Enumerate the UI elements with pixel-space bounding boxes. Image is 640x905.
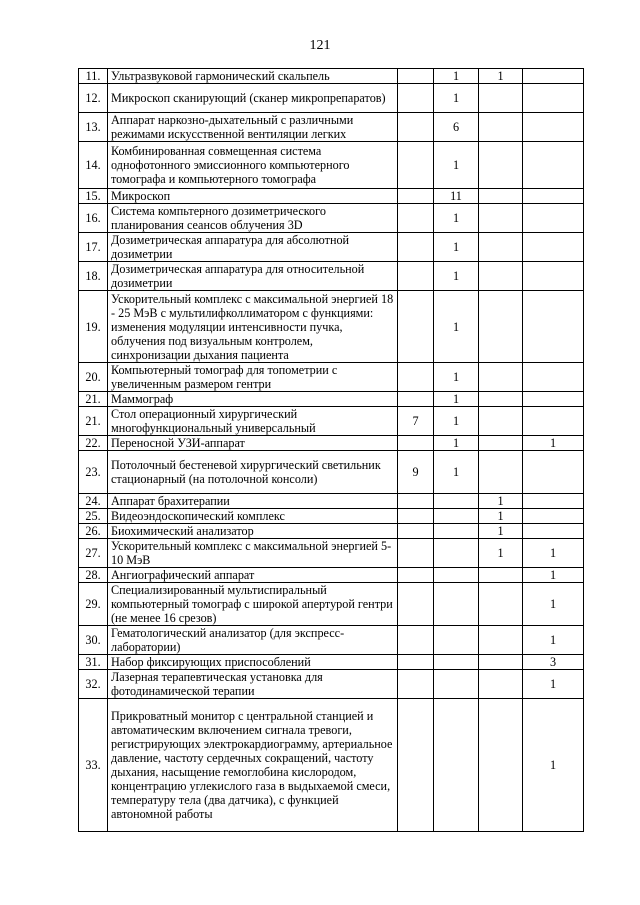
quantity-col-2	[434, 494, 479, 509]
quantity-col-1	[398, 655, 434, 670]
equipment-name: Дозиметрическая аппаратура для абсолютной дозиметрии	[108, 233, 398, 262]
quantity-col-2	[434, 699, 479, 832]
equipment-name: Аппарат наркозно-дыхательный с различными режимами искусственной вентиляции легких	[108, 113, 398, 142]
quantity-col-2: 1	[434, 363, 479, 392]
equipment-name: Биохимический анализатор	[108, 524, 398, 539]
quantity-col-1	[398, 583, 434, 626]
table-row	[79, 142, 584, 189]
table-row	[79, 568, 584, 583]
equipment-name: Видеоэндоскопический комплекс	[108, 509, 398, 524]
quantity-col-2: 1	[434, 451, 479, 494]
quantity-col-1	[398, 494, 434, 509]
quantity-col-3	[479, 84, 523, 113]
quantity-col-2: 1	[434, 142, 479, 189]
quantity-col-4	[523, 363, 584, 392]
quantity-col-4: 1	[523, 699, 584, 832]
table-row	[79, 113, 584, 142]
quantity-col-4	[523, 291, 584, 363]
quantity-col-2: 1	[434, 392, 479, 407]
quantity-col-4	[523, 494, 584, 509]
row-number: 21.	[79, 407, 108, 436]
equipment-name: Маммограф	[108, 392, 398, 407]
table-row	[79, 451, 584, 494]
row-number: 14.	[79, 142, 108, 189]
row-number: 21.	[79, 392, 108, 407]
quantity-col-1	[398, 670, 434, 699]
quantity-col-1: 9	[398, 451, 434, 494]
equipment-name: Потолочный бестеневой хирургический светильник стационарный (на потолочной консоли)	[108, 451, 398, 494]
quantity-col-3	[479, 113, 523, 142]
equipment-name: Ускорительный комплекс с максимальной энергией 18 - 25 МэВ с мультилифколлиматором с функциями: изменения модуляции интенсивности пучка, облучения под визуальным контролем, синхронизации дыхания пациента	[108, 291, 398, 363]
quantity-col-4	[523, 113, 584, 142]
row-number: 17.	[79, 233, 108, 262]
row-number: 22.	[79, 436, 108, 451]
row-number: 11.	[79, 69, 108, 84]
row-number: 29.	[79, 583, 108, 626]
table-row	[79, 363, 584, 392]
quantity-col-3	[479, 189, 523, 204]
equipment-name: Комбинированная совмещенная система однофотонного эмиссионного компьютерного томографа и компьютерного томографа	[108, 142, 398, 189]
table-row	[79, 699, 584, 832]
quantity-col-1	[398, 392, 434, 407]
row-number: 30.	[79, 626, 108, 655]
page-number: 121	[309, 38, 331, 53]
quantity-col-4	[523, 84, 584, 113]
quantity-col-2: 1	[434, 291, 479, 363]
quantity-col-1	[398, 524, 434, 539]
quantity-col-2: 1	[434, 407, 479, 436]
quantity-col-2: 1	[434, 436, 479, 451]
quantity-col-3	[479, 204, 523, 233]
quantity-col-2	[434, 670, 479, 699]
quantity-col-1	[398, 189, 434, 204]
quantity-col-4	[523, 262, 584, 291]
quantity-col-1	[398, 204, 434, 233]
quantity-col-1	[398, 113, 434, 142]
quantity-col-1	[398, 69, 434, 84]
quantity-col-1	[398, 363, 434, 392]
quantity-col-4	[523, 204, 584, 233]
quantity-col-3	[479, 670, 523, 699]
row-number: 28.	[79, 568, 108, 583]
quantity-col-3: 1	[479, 509, 523, 524]
quantity-col-4: 1	[523, 626, 584, 655]
table-row	[79, 204, 584, 233]
row-number: 20.	[79, 363, 108, 392]
quantity-col-2	[434, 568, 479, 583]
quantity-col-3: 1	[479, 69, 523, 84]
quantity-col-3	[479, 451, 523, 494]
equipment-name: Микроскоп сканирующий (сканер микропрепаратов)	[108, 84, 398, 113]
table-row	[79, 189, 584, 204]
quantity-col-3	[479, 407, 523, 436]
table-row	[79, 233, 584, 262]
quantity-col-3	[479, 233, 523, 262]
table-row	[79, 407, 584, 436]
row-number: 19.	[79, 291, 108, 363]
table-row	[79, 583, 584, 626]
quantity-col-3	[479, 436, 523, 451]
quantity-col-2: 6	[434, 113, 479, 142]
quantity-col-4	[523, 524, 584, 539]
quantity-col-2: 1	[434, 233, 479, 262]
equipment-name: Микроскоп	[108, 189, 398, 204]
quantity-col-4	[523, 451, 584, 494]
equipment-name: Гематологический анализатор (для экспресс-лаборатории)	[108, 626, 398, 655]
row-number: 18.	[79, 262, 108, 291]
quantity-col-1	[398, 626, 434, 655]
quantity-col-1	[398, 436, 434, 451]
table-row	[79, 291, 584, 363]
quantity-col-3	[479, 655, 523, 670]
row-number: 15.	[79, 189, 108, 204]
quantity-col-2	[434, 509, 479, 524]
table-row	[79, 436, 584, 451]
row-number: 26.	[79, 524, 108, 539]
table-row	[79, 524, 584, 539]
quantity-col-3	[479, 699, 523, 832]
quantity-col-3	[479, 291, 523, 363]
quantity-col-4: 1	[523, 568, 584, 583]
quantity-col-3	[479, 583, 523, 626]
table-row	[79, 392, 584, 407]
equipment-name: Ультразвуковой гармонический скальпель	[108, 69, 398, 84]
equipment-name: Переносной УЗИ-аппарат	[108, 436, 398, 451]
quantity-col-1	[398, 568, 434, 583]
table-row	[79, 626, 584, 655]
quantity-col-3	[479, 626, 523, 655]
table-row	[79, 539, 584, 568]
quantity-col-2	[434, 524, 479, 539]
table-row	[79, 262, 584, 291]
quantity-col-1	[398, 539, 434, 568]
row-number: 13.	[79, 113, 108, 142]
quantity-col-3: 1	[479, 494, 523, 509]
table-row	[79, 84, 584, 113]
row-number: 12.	[79, 84, 108, 113]
quantity-col-4: 1	[523, 436, 584, 451]
quantity-col-3: 1	[479, 524, 523, 539]
quantity-col-2: 1	[434, 204, 479, 233]
quantity-col-4	[523, 392, 584, 407]
row-number: 32.	[79, 670, 108, 699]
quantity-col-4: 3	[523, 655, 584, 670]
equipment-name: Прикроватный монитор с центральной станцией и автоматическим включением сигнала тревоги, регистрирующих электрокардиограмму, артериальное давление, частоту сердечных сокращений, частоту дыхания, насыщение гемоглобина кислородом, концентрацию углекислого газа в выдыхаемой смеси, температуру тела (два датчика), с функцией автономной работы	[108, 699, 398, 832]
row-number: 33.	[79, 699, 108, 832]
equipment-table	[78, 68, 584, 832]
quantity-col-2	[434, 539, 479, 568]
quantity-col-3	[479, 142, 523, 189]
quantity-col-1	[398, 291, 434, 363]
quantity-col-1: 7	[398, 407, 434, 436]
quantity-col-4	[523, 407, 584, 436]
equipment-name: Компьютерный томограф для топометрии с увеличенным размером гентри	[108, 363, 398, 392]
equipment-name: Лазерная терапевтическая установка для фотодинамической терапии	[108, 670, 398, 699]
equipment-name: Ускорительный комплекс с максимальной энергией 5-10 МэВ	[108, 539, 398, 568]
quantity-col-4: 1	[523, 670, 584, 699]
quantity-col-4: 1	[523, 539, 584, 568]
quantity-col-4	[523, 509, 584, 524]
row-number: 23.	[79, 451, 108, 494]
quantity-col-2: 1	[434, 262, 479, 291]
quantity-col-1	[398, 233, 434, 262]
quantity-col-3	[479, 568, 523, 583]
row-number: 16.	[79, 204, 108, 233]
table-row	[79, 494, 584, 509]
quantity-col-1	[398, 699, 434, 832]
quantity-col-1	[398, 262, 434, 291]
row-number: 31.	[79, 655, 108, 670]
quantity-col-1	[398, 84, 434, 113]
table-row	[79, 655, 584, 670]
quantity-col-2: 1	[434, 69, 479, 84]
quantity-col-3	[479, 262, 523, 291]
quantity-col-2: 1	[434, 84, 479, 113]
quantity-col-2	[434, 626, 479, 655]
quantity-col-4	[523, 69, 584, 84]
equipment-name: Дозиметрическая аппаратура для относительной дозиметрии	[108, 262, 398, 291]
quantity-col-3	[479, 363, 523, 392]
quantity-col-2	[434, 583, 479, 626]
quantity-col-4: 1	[523, 583, 584, 626]
quantity-col-4	[523, 189, 584, 204]
quantity-col-3	[479, 392, 523, 407]
quantity-col-1	[398, 509, 434, 524]
table-row	[79, 509, 584, 524]
equipment-name: Специализированный мультиспиральный компьютерный томограф с широкой апертурой гентри (не менее 16 срезов)	[108, 583, 398, 626]
table-row	[79, 670, 584, 699]
equipment-name: Аппарат брахитерапии	[108, 494, 398, 509]
equipment-name: Ангиографический аппарат	[108, 568, 398, 583]
table-row	[79, 69, 584, 84]
quantity-col-2: 11	[434, 189, 479, 204]
equipment-name: Набор фиксирующих приспособлений	[108, 655, 398, 670]
row-number: 25.	[79, 509, 108, 524]
row-number: 27.	[79, 539, 108, 568]
quantity-col-4	[523, 142, 584, 189]
equipment-name: Стол операционный хирургический многофункциональный универсальный	[108, 407, 398, 436]
quantity-col-1	[398, 142, 434, 189]
quantity-col-4	[523, 233, 584, 262]
equipment-name: Система компьтерного дозиметрического планирования сеансов облучения 3D	[108, 204, 398, 233]
row-number: 24.	[79, 494, 108, 509]
quantity-col-3: 1	[479, 539, 523, 568]
quantity-col-2	[434, 655, 479, 670]
equipment-table-body	[79, 69, 584, 832]
